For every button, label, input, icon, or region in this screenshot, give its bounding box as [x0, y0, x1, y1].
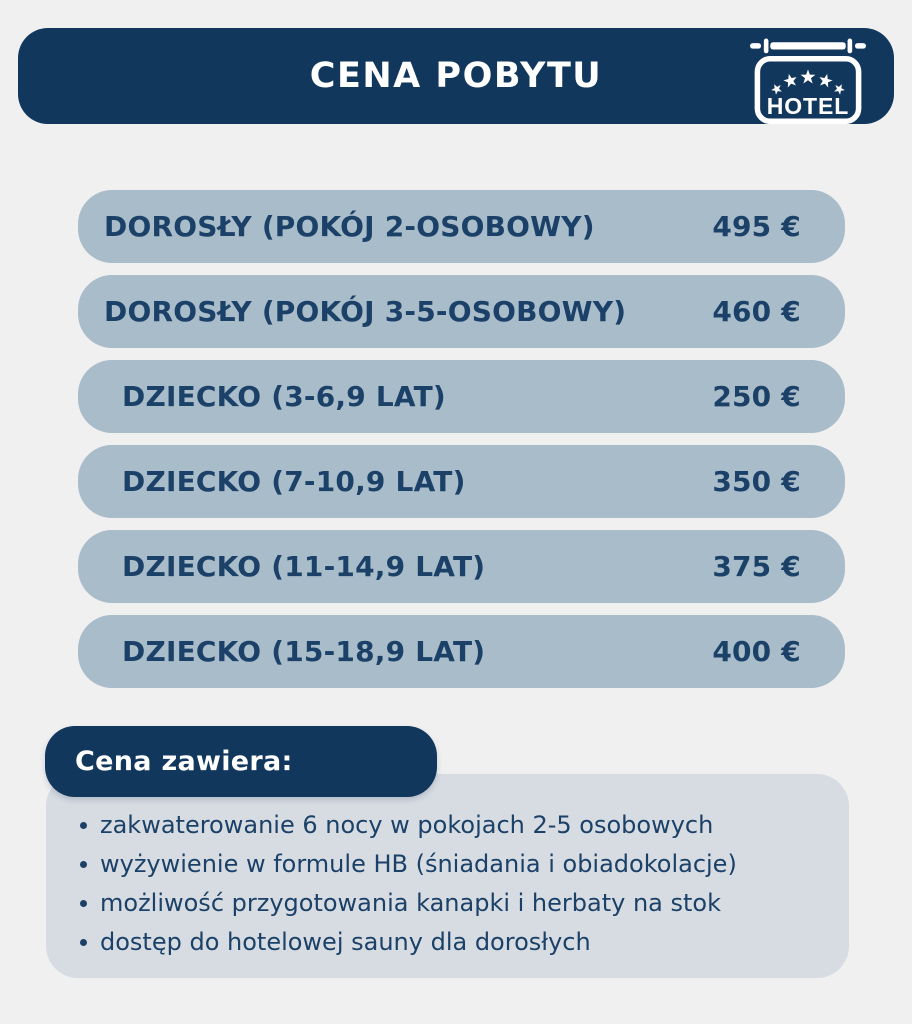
price-row-value: 495 €	[712, 210, 801, 243]
list-item	[80, 929, 829, 955]
price-row-value: 375 €	[712, 550, 801, 583]
hotel-sign-label: HOTEL	[766, 92, 850, 119]
price-row-value: 400 €	[712, 635, 801, 668]
price-row-label: DOROSŁY (POKÓJ 3-5-OSOBOWY)	[104, 295, 627, 328]
bullet-dot-icon	[80, 900, 87, 907]
page-title: CENA POBYTU	[309, 56, 603, 96]
price-row-label: DZIECKO (7-10,9 LAT)	[122, 465, 466, 498]
includes-list	[46, 774, 849, 955]
price-row	[78, 445, 845, 518]
includes-header	[45, 726, 437, 797]
sign-rod	[750, 39, 866, 54]
price-row-label: DOROSŁY (POKÓJ 2-OSOBOWY)	[104, 210, 595, 243]
price-row-label: DZIECKO (15-18,9 LAT)	[122, 635, 486, 668]
list-item	[80, 851, 829, 877]
price-row	[78, 190, 845, 263]
bullet-dot-icon	[80, 822, 87, 829]
header-bar	[18, 28, 894, 124]
list-item-text: dostęp do hotelowej sauny dla dorosłych	[100, 928, 591, 956]
price-row-label: DZIECKO (3-6,9 LAT)	[122, 380, 446, 413]
price-row	[78, 530, 845, 603]
bullet-dot-icon	[80, 861, 87, 868]
price-row-label: DZIECKO (11-14,9 LAT)	[122, 550, 486, 583]
list-item-text: możliwość przygotowania kanapki i herbaty na stok	[100, 889, 721, 917]
price-row-value: 350 €	[712, 465, 801, 498]
bullet-dot-icon	[80, 939, 87, 946]
price-row-value: 460 €	[712, 295, 801, 328]
includes-title: Cena zawiera:	[75, 746, 293, 777]
list-item-text: wyżywienie w formule HB (śniadania i obiadokolacje)	[100, 850, 737, 878]
price-table	[78, 190, 845, 700]
list-item	[80, 890, 829, 916]
list-item	[80, 812, 829, 838]
price-row	[78, 360, 845, 433]
stars-icon	[769, 69, 846, 95]
hotel-sign-icon	[744, 33, 872, 125]
includes-panel	[46, 774, 849, 978]
price-row-value: 250 €	[712, 380, 801, 413]
price-row	[78, 615, 845, 688]
price-row	[78, 275, 845, 348]
list-item-text: zakwaterowanie 6 nocy w pokojach 2-5 osobowych	[100, 811, 714, 839]
